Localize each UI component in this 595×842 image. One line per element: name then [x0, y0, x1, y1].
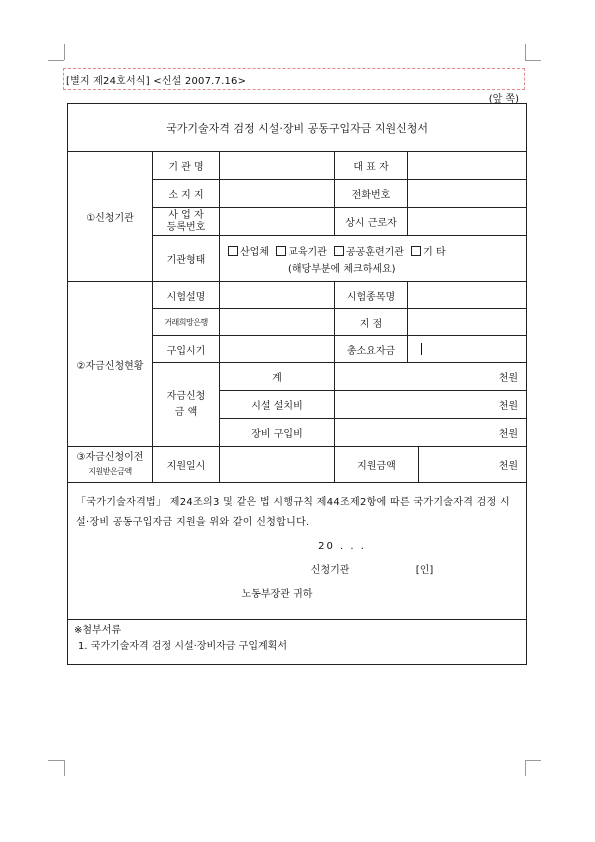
support-date-label: 지원일시: [153, 447, 220, 483]
type-other: 기 타: [423, 246, 446, 258]
exam-type-label: 시험종목명: [335, 282, 408, 309]
representative-label: 대 표 자: [335, 152, 408, 180]
crop-mark-bottom-right-h: [525, 760, 541, 762]
facility-label: 시설 설치비: [220, 391, 335, 419]
phone-label: 전화번호: [335, 180, 408, 208]
crop-mark-top-right-h: [525, 59, 541, 61]
type-options: [220, 236, 527, 282]
required-funds-field[interactable]: [408, 336, 527, 363]
business-reg-label-2: 등록번호: [166, 221, 206, 233]
address-label: 소 지 지: [153, 180, 220, 208]
type-note: (해당부분에 체크하세요): [288, 263, 396, 275]
form-table: [67, 103, 527, 665]
address-field[interactable]: [220, 180, 335, 208]
attachments-title: ※첨부서류: [74, 625, 122, 636]
exam-type-field[interactable]: [408, 282, 527, 309]
crop-mark-top-right: [525, 44, 534, 60]
bank-label: 거래희망은행: [153, 309, 220, 336]
section3-label-1: ③자금신청이전: [76, 451, 144, 463]
amount-label: [153, 363, 220, 447]
amount-label-1: 자금신청: [166, 390, 206, 402]
employees-field[interactable]: [408, 208, 527, 236]
support-amount-label: 지원금액: [335, 447, 419, 483]
support-amount-unit[interactable]: 천원: [419, 447, 527, 483]
text-cursor: [421, 343, 422, 355]
statement-text: 「국가기술자격법」 제24조의3 및 같은 법 시행규칙 제44조제2항에 따른 국가기술자격 검정 시설·장비 공동구입자금 지원을 위와 같이 신청합니다.: [76, 497, 510, 528]
recipient: 노동부장관 귀하: [241, 589, 313, 600]
purchase-time-label: 구입시기: [153, 336, 220, 363]
applicant-signature: [76, 561, 518, 581]
checkbox-other[interactable]: [411, 246, 421, 256]
checkbox-education[interactable]: [276, 246, 286, 256]
phone-field[interactable]: [408, 180, 527, 208]
section3-label: [68, 447, 153, 483]
section3-label-2: 지원받은금액: [88, 466, 132, 476]
equipment-cost-label: 장비 구입비: [220, 419, 335, 447]
purchase-time-field[interactable]: [220, 336, 335, 363]
total-label: 계: [220, 363, 335, 391]
crop-mark-top-left: [56, 44, 65, 60]
business-reg-field[interactable]: [220, 208, 335, 236]
page-side: (앞 쪽): [488, 94, 519, 105]
type-label: 기관형태: [153, 236, 220, 282]
bank-field[interactable]: [220, 309, 335, 336]
applicant-label: 신청기관: [310, 565, 350, 576]
type-industry: 산업체: [240, 246, 269, 258]
agency-name-field[interactable]: [220, 152, 335, 180]
required-funds-label: 총소요자금: [335, 336, 408, 363]
application-date: 20 . . .: [318, 541, 366, 552]
equipment-name-field[interactable]: [220, 282, 335, 309]
equipment-name-label: 시험설명: [153, 282, 220, 309]
section1-label: ①신청기관: [68, 152, 153, 282]
equipment-unit[interactable]: 천원: [335, 419, 527, 447]
crop-mark-top-left-h: [48, 59, 64, 61]
attachments-block: [68, 620, 527, 665]
checkbox-industry[interactable]: [228, 246, 238, 256]
crop-mark-bottom-left-h: [48, 760, 64, 762]
total-unit[interactable]: 천원: [335, 363, 527, 391]
representative-field[interactable]: [408, 152, 527, 180]
attachment-item-1: 1. 국가기술자격 검정 시설·장비자금 구입계획서: [78, 641, 287, 652]
crop-mark-bottom-right: [525, 760, 534, 776]
section2-label: ②자금신청현황: [68, 282, 153, 447]
application-form: [67, 103, 526, 665]
type-education: 교육기관: [288, 246, 327, 258]
employees-label: 상시 근로자: [335, 208, 408, 236]
type-public-training: 공공훈련기관: [346, 246, 404, 258]
form-number: [별지 제24호서식] <신설 2007.7.16>: [66, 76, 247, 87]
agency-name-label: 기 관 명: [153, 152, 220, 180]
seal-mark: [인]: [415, 565, 434, 576]
support-date-field[interactable]: [220, 447, 335, 483]
amount-label-2: 금 액: [174, 406, 198, 418]
branch-field[interactable]: [408, 309, 527, 336]
form-title: 국가기술자격 검정 시설·장비 공동구입자금 지원신청서: [68, 104, 527, 152]
branch-label: 지 점: [335, 309, 408, 336]
business-reg-label-1: 사 업 자: [168, 209, 204, 221]
checkbox-public-training[interactable]: [334, 246, 344, 256]
crop-mark-bottom-left: [56, 760, 65, 776]
facility-unit[interactable]: 천원: [335, 391, 527, 419]
statement-block: [68, 483, 527, 620]
business-reg-label: [153, 208, 220, 236]
